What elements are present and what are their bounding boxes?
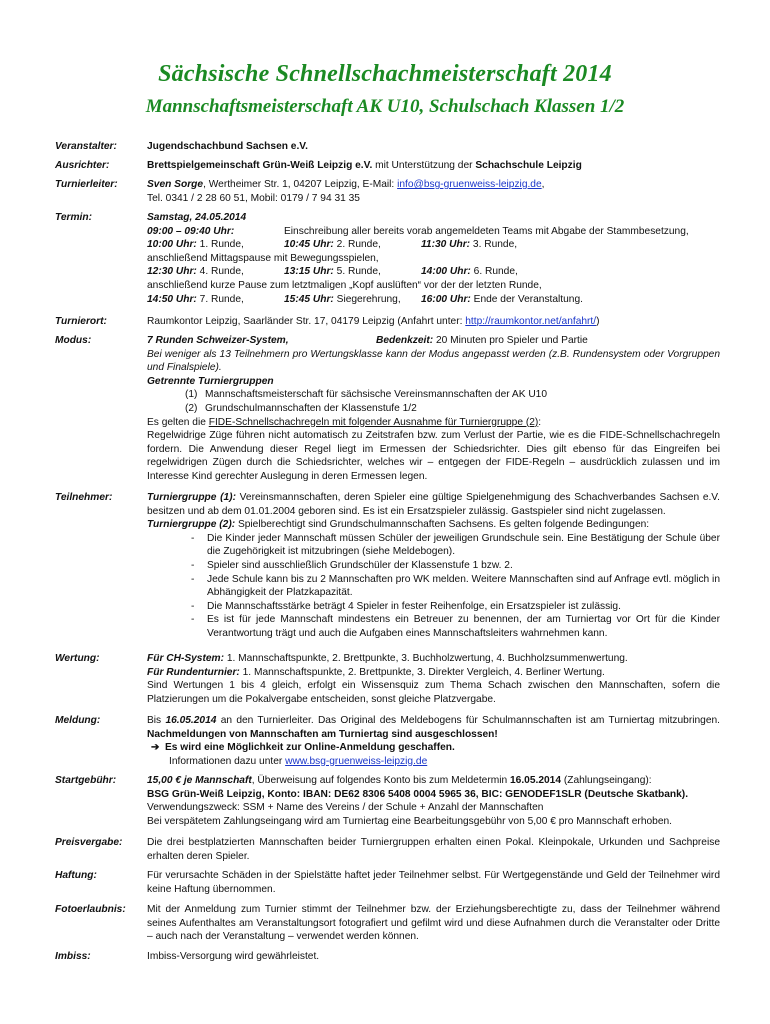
startgebuehr-text: , Überweisung auf folgendes Konto bis zum Meldetermin xyxy=(251,775,510,786)
termin-rounds-2 xyxy=(147,265,720,279)
modus-system-line xyxy=(147,334,720,348)
rules-reference: FIDE-Schnellschachregeln mit folgender Ausnahme für Turniergruppe (2) xyxy=(208,416,539,428)
siegerehrung-text: Siegerehrung, xyxy=(333,293,401,305)
round-7-text: 7. Runde, xyxy=(196,293,244,305)
ausrichter-value xyxy=(147,159,720,173)
round-2-text: 2. Runde, xyxy=(333,239,381,251)
siegerehrung-time: 15:45 Uhr: xyxy=(284,293,334,305)
modus-rules-text: Regelwidrige Züge führen nicht automatisch zu Zeitstrafen bzw. zum Verlust der Partie, wie es die FIDE-Schnellschachregeln fordern. Die Anwendung dieser Regel liegt im Ermessen der Schiedsrichter. Dies gilt ebenso für das Eingreifen bei regelwidrigen Zügen durch die Schiedsrichter, welches wir – entgegen der FIDE-Regeln – ausdrücklich zulassen und im Interesse Kind gerechter Auslegung in deren Ermessen legen. xyxy=(147,430,720,482)
termin-checkin xyxy=(147,225,720,239)
startgebuehr-text2: (Zahlungseingang): xyxy=(561,775,652,786)
meldung-info xyxy=(147,755,720,769)
meldung-nachmeldung: Nachmeldungen von Mannschaften am Turniertag sind ausgeschlossen! xyxy=(147,728,498,740)
arrow-right-icon: ➔ xyxy=(151,742,160,754)
bedenkzeit-label: Bedenkzeit: xyxy=(376,335,434,346)
termin-pause-1: anschließend Mittagspause mit Bewegungsspielen, xyxy=(147,252,379,264)
modus-rules-line xyxy=(147,416,720,430)
turnierleiter-value xyxy=(147,178,720,205)
meldung-online-text: Es wird eine Möglichkeit zur Online-Anmeldung geschaffen. xyxy=(165,742,455,754)
ausrichter-label: Ausrichter: xyxy=(55,160,110,171)
document-subtitle: Mannschaftsmeisterschaft AK U10, Schulschach Klassen 1/2 xyxy=(145,96,625,117)
condition-4 xyxy=(147,600,720,614)
termin-pause-2: anschließend kurze Pause zum letztmaligen „Kopf auslüften“ vor der der letzten Runde, xyxy=(147,279,542,291)
preisvergabe-label: Preisvergabe: xyxy=(55,837,123,848)
tg2-text: Spielberechtigt sind Grundschulmannschaften Sachsens. Es gelten folgende Bedingungen: xyxy=(235,519,650,531)
meldung-value xyxy=(147,714,720,768)
startgebuehr-value xyxy=(147,774,720,828)
termin-rounds-1 xyxy=(147,238,720,252)
fotoerlaubnis-text: Mit der Anmeldung zum Turnier stimmt der Teilnehmer bzw. der Erziehungsberechtigte zu, dass der Teilnehmer während seines Aufenthaltes am Veranstaltungsort fotografiert und gefilmt wird und diese Aufnahmen durch die Veranstalter oder Dritte – auch nach der Veranstaltung – verwendet werden können. xyxy=(147,904,720,943)
turnierleiter-phone: Tel. 0341 / 2 28 60 51, Mobil: 0179 / 7 94 31 35 xyxy=(147,192,360,204)
ende-text: Ende der Veranstaltung. xyxy=(470,293,583,305)
round-6-text: 6. Runde, xyxy=(470,266,518,278)
checkin-text: Einschreibung aller bereits vorab angemeldeten Teams mit Abgabe der Stammbesetzung, xyxy=(284,225,689,237)
startgebuehr-late: Bei verspätetem Zahlungseingang wird am Turniertag eine Bearbeitungsgebühr von 5,00 € pro Mannschaft erhoben. xyxy=(147,815,672,827)
termin-date: Samstag, 24.05.2014 xyxy=(147,212,247,223)
round-5-text: 5. Runde, xyxy=(333,266,381,278)
round-1-time: 10:00 Uhr: xyxy=(147,239,197,251)
dash: - xyxy=(191,614,195,626)
startgebuehr-amount: 15,00 € je Mannschaft xyxy=(147,775,252,786)
condition-text: Jede Schule kann bis zu 2 Mannschaften pro WK melden. Weitere Mannschaften sind auf Anfrage evtl. möglich in Abhängigkeit der Platzkapazität. xyxy=(207,573,720,599)
startgebuehr-line xyxy=(147,774,720,788)
teilnehmer-value xyxy=(147,491,720,641)
condition-text: Es ist für jede Mannschaft mindestens ein Betreuer zu benennen, der am Turniertag vor Ort für die Kinder Verantwortung trägt und auch die Aufgaben eines Mannschaftsleiters wahrnehmen kann. xyxy=(207,614,720,639)
dash: - xyxy=(191,559,195,571)
round-3-text: 3. Runde, xyxy=(470,239,518,251)
round-4-text: 4. Runde, xyxy=(196,266,244,278)
ch-text: 1. Mannschaftspunkte, 2. Brettpunkte, 3. Buchholzwertung, 4. Buchholzsummenwertung. xyxy=(223,653,628,664)
meldung-info-text: Informationen dazu unter xyxy=(169,755,286,767)
turnierleiter-label: Turnierleiter: xyxy=(55,179,118,190)
teilnehmer-label: Teilnehmer: xyxy=(55,492,113,503)
termin-value xyxy=(147,211,720,306)
turnierort-anfahrt-link[interactable]: http://raumkontor.net/anfahrt/ xyxy=(465,316,597,327)
tg1-text: Vereinsmannschaften, deren Spieler eine gültige Spielgenehmigung des Schachverbandes Sachsen e.V. besitzen und ab dem 01.01.2004 geboren sind. Es ist ein Ersatzspieler zulässig. Gastspieler sind nicht zugelassen. xyxy=(147,492,720,517)
condition-3 xyxy=(147,573,720,600)
round-7-time: 14:50 Uhr: xyxy=(147,293,197,305)
meldung-text xyxy=(147,714,720,741)
bedenkzeit-text: 20 Minuten pro Spieler und Partie xyxy=(433,335,588,346)
turnierort-end: ) xyxy=(596,316,600,327)
meldung-website-link[interactable]: www.bsg-gruenweiss-leipzig.de xyxy=(285,755,428,767)
meldung-online xyxy=(147,741,720,755)
wertung-label: Wertung: xyxy=(55,653,100,664)
turnierleiter-name: Sven Sorge xyxy=(147,179,204,190)
ende-time: 16:00 Uhr: xyxy=(421,293,471,305)
wertung-value xyxy=(147,652,720,706)
round-4-time: 12:30 Uhr: xyxy=(147,266,197,278)
meldung-label: Meldung: xyxy=(55,715,101,726)
group-2-text: Grundschulmannschaften der Klassenstufe 1/2 xyxy=(205,402,417,414)
startgebuehr-date: 16.05.2014 xyxy=(510,775,561,786)
round-3-time: 11:30 Uhr: xyxy=(421,239,471,251)
imbiss-text: Imbiss-Versorgung wird gewährleistet. xyxy=(147,951,320,962)
startgebuehr-label: Startgebühr: xyxy=(55,775,117,786)
rules-pre: Es gelten die xyxy=(147,416,209,428)
round-1-text: 1. Runde, xyxy=(196,239,244,251)
startgebuehr-purpose: Verwendungszweck: SSM + Name des Vereins / der Schule + Anzahl der Mannschaften xyxy=(147,802,544,814)
condition-text: Spieler sind ausschließlich Grundschüler der Klassenstufe 1 bzw. 2. xyxy=(207,559,513,571)
condition-5 xyxy=(147,613,720,640)
meldung-date: 16.05.2014 xyxy=(165,715,217,726)
meldung-pre: Bis xyxy=(147,715,166,726)
wertung-ch xyxy=(147,652,720,666)
imbiss-label: Imbiss: xyxy=(55,951,91,962)
turnierort-text: Raumkontor Leipzig, Saarländer Str. 17, 04179 Leipzig (Anfahrt unter: xyxy=(147,316,466,327)
wertung-text: Sind Wertungen 1 bis 4 gleich, erfolgt ein Wissensquiz zum Thema Schach zwischen den Mannschaften, sofern die Platzierungen um die Pokalvergabe entscheiden, sonst gleiche Platzvergabe. xyxy=(147,680,720,705)
ch-label: Für CH-System: xyxy=(147,653,224,664)
veranstalter-value: Jugendschachbund Sachsen e.V. xyxy=(147,141,308,152)
rt-label: Für Rundenturnier: xyxy=(147,666,240,678)
modus-system: 7 Runden Schweizer-System, xyxy=(147,335,289,346)
condition-2 xyxy=(147,559,720,573)
startgebuehr-bank: BSG Grün-Weiß Leipzig, Konto: IBAN: DE62 8306 5408 0004 5965 36, BIC: GENODEF1SLR (Deutsche Skatbank). xyxy=(147,788,689,800)
condition-text: Die Kinder jeder Mannschaft müssen Schüler der jeweiligen Grundschule sein. Eine Bestätigung der Schule über die Zugehörigkeit ist mitzubringen (siehe Meldebogen). xyxy=(207,532,720,558)
group-2-number: (2) xyxy=(185,402,198,414)
turnierort-value xyxy=(147,315,720,329)
turnierleiter-comma: , xyxy=(541,179,545,190)
condition-1 xyxy=(147,532,720,559)
tg1-label: Turniergruppe (1): xyxy=(147,492,236,503)
turnierleiter-address: , Wertheimer Str. 1, 04207 Leipzig, E-Mail: xyxy=(203,179,398,190)
meldung-body: an den Turnierleiter. Das Original des Meldebogens für Schulmannschaften ist am Turniertag mitzubringen. xyxy=(216,715,720,726)
tg2-label: Turniergruppe (2): xyxy=(147,519,236,531)
haftung-label: Haftung: xyxy=(55,870,97,881)
teilnehmer-group-1 xyxy=(147,491,720,518)
group-1-text: Mannschaftsmeisterschaft für sächsische Vereinsmannschaften der AK U10 xyxy=(205,389,548,401)
modus-group-1 xyxy=(147,388,720,402)
modus-note: Bei weniger als 13 Teilnehmern pro Wertungsklasse kann der Modus angepasst werden (z.B. Rundensystem oder Vorgruppen und Finalspiele). xyxy=(147,348,720,374)
preisvergabe-text: Die drei bestplatzierten Mannschaften beider Turniergruppen erhalten einen Pokal. Kleinpokale, Urkunden und Sachpreise erhalten deren Spieler. xyxy=(147,837,720,862)
modus-value xyxy=(147,334,720,484)
ausrichter-org: Brettspielgemeinschaft Grün-Weiß Leipzig e.V. xyxy=(147,160,373,171)
haftung-text: Für verursachte Schäden in der Spielstätte haftet jeder Teilnehmer selbst. Für Wertgegenstände und Geld der Teilnehmer wird keine Haftung übernommen. xyxy=(147,870,720,895)
condition-text: Die Mannschaftsstärke beträgt 4 Spieler in fester Reihenfolge, ein Ersatzspieler ist zulässig. xyxy=(207,600,621,612)
modus-groups-heading: Getrennte Turniergruppen xyxy=(147,375,274,387)
group-1-number: (1) xyxy=(185,389,198,401)
rules-post: : xyxy=(538,416,542,428)
checkin-time: 09:00 – 09:40 Uhr: xyxy=(147,225,235,237)
fotoerlaubnis-label: Fotoerlaubnis: xyxy=(55,904,126,915)
termin-label: Termin: xyxy=(55,212,92,223)
dash: - xyxy=(191,532,195,544)
dash: - xyxy=(191,573,195,585)
turnierort-label: Turnierort: xyxy=(55,316,107,327)
ausrichter-mid: mit Unterstützung der xyxy=(372,160,476,171)
termin-rounds-3 xyxy=(147,293,720,307)
round-2-time: 10:45 Uhr: xyxy=(284,239,334,251)
round-5-time: 13:15 Uhr: xyxy=(284,266,334,278)
modus-group-2 xyxy=(147,402,720,416)
veranstalter-label: Veranstalter: xyxy=(55,141,117,152)
teilnehmer-group-2 xyxy=(147,518,720,532)
ausrichter-partner: Schachschule Leipzig xyxy=(475,160,582,171)
turnierleiter-email-link[interactable]: info@bsg-gruenweiss-leipzig.de xyxy=(397,179,542,190)
document-title: Sächsische Schnellschachmeisterschaft 2014 xyxy=(158,61,612,87)
modus-label: Modus: xyxy=(55,335,92,346)
rt-text: 1. Mannschaftspunkte, 2. Brettpunkte, 3. Direkter Vergleich, 4. Berliner Wertung. xyxy=(239,666,605,678)
dash: - xyxy=(191,600,195,612)
wertung-rt xyxy=(147,666,720,680)
round-6-time: 14:00 Uhr: xyxy=(421,266,471,278)
